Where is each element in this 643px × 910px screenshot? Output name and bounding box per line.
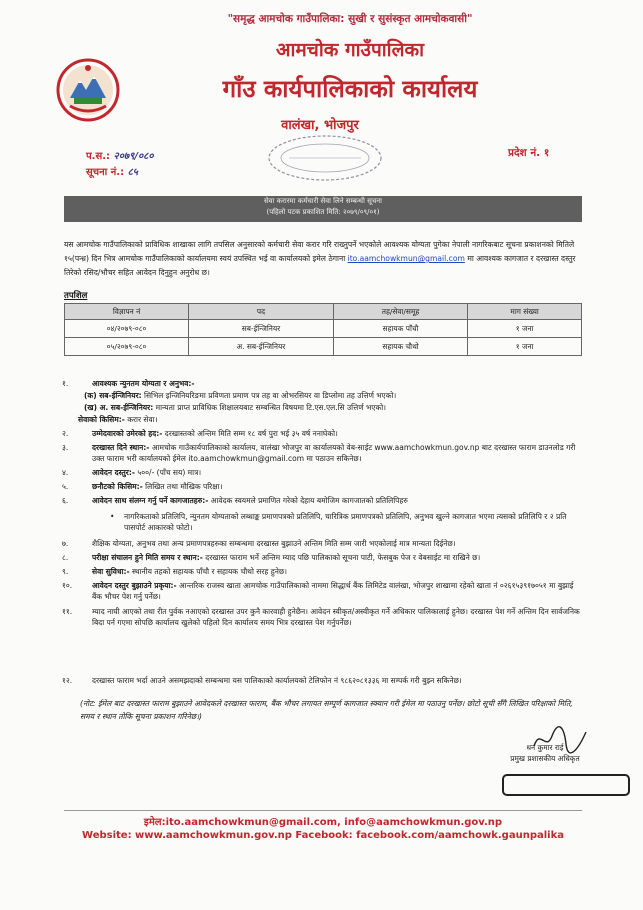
- cell-ad-no: ०४/२०७९-०८०: [65, 320, 189, 338]
- intro-paragraph: यस आमचोक गाउँपालिकाको प्राविधिक शाखाका लागि तपसिल अनुसारको कर्मचारी सेवा करार गरि राख्नुपर्ने भएकोले आवश्यक योग्यता पुगेका नेपाली नागरिकबाट सूचना प्रकाशनको मितिले १५(पन्ध्र) दिन भित्र आमचोक गाउँपालिकाको कार्यालयमा स्वयं उपस्थित भई वा कार्यालयको इमेल ठेगाना ito.aamchowkmun@gmail.com मा आवश्यक कागजात र दरखास्त दस्तुर तिरेको रसिद/भौचर सहित आवेदन दिनुहुन अनुरोध छ।: [64, 240, 576, 277]
- municipality-name: आमचोक गाउँपालिका: [275, 39, 425, 61]
- cell-level: सहायक चौथो: [333, 338, 467, 356]
- cell-level: सहायक पाँचौ: [333, 320, 467, 338]
- office-name: गाँउ कार्यपालिकाको कार्यालय: [222, 75, 478, 103]
- fiscal-year-ref: प.स.: २०७९/०८०: [86, 151, 154, 162]
- footer-website: Website: www.aamchowkmun.gov.np Facebook: facebook.com/aamchowk.gaunpalika: [82, 830, 564, 841]
- cell-post: सब-ईन्जिनियर: [189, 320, 334, 338]
- col-header-quantity: माग संख्या: [468, 304, 582, 320]
- official-stamp: [502, 774, 630, 796]
- signatory-title: प्रमुख प्रशासकीय अधिकृत: [510, 754, 580, 763]
- office-location: वालंखा, भोजपुर: [281, 118, 359, 133]
- nepal-emblem-icon: [56, 58, 120, 122]
- municipality-motto: "समृद्ध आमचोक गाउँपालिका: सुखी र सुसंस्कृत आमचोकवासी": [227, 13, 473, 25]
- cell-quantity: १ जना: [468, 320, 582, 338]
- footnote: (नोट: ईमेल बाट दरखास्त फाराम बुझाउने आवेदकले दरखास्त फाराम, बैंक भौचर लगायत सम्पूर्ण कागजात स्क्यान गरी ईमेल मा पठाउनु पर्नेछ। छोटो सूची सँगै लिखित परिक्षाको मिति, समय र स्थान तोकि सूचना प्रकाशन गरिनेछ।): [80, 699, 573, 721]
- col-header-ad-no: विज्ञापन नं: [65, 304, 189, 320]
- notice-page: "समृद्ध आमचोक गाउँपालिका: सुखी र सुसंस्कृत आमचोकवासी" आमचोक गाउँपालिका गाँउ कार्यपालिकाको कार्यालय वालंखा, भोजपुर प.स.: २०७९/०८० सूचना नं.: ८५ प्रदेश नं. १ सेवा करारमा कर्मचारी सेवा लिने सम्बन्धी सूचना (पहिलो पटक प्रकाशित मिति: २०७९/०९/०१) यस आमचोक गाउँपालिकाको प्राविधिक शाखाका लागि तपसिल अनुसारको कर्मचारी सेवा करार गरि राख्नुपर्ने भएकोले आवश्यक योग्यता पुगेका नेपाली नागरिकबाट सूचना प्रकाशनको मितिले १५(पन्ध्र) दिन भित्र आमचोक गाउँपालिकाको कार्यालयमा स्वयं उपस्थित भई वा कार्यालयको इमेल ठेगाना ito.aamchowkmun@gmail.com मा आवश्यक कागजात र दरखास्त दस्तुर तिरेको रसिद/भौचर सहित आवेदन दिनुहुन अनुरोध छ। तपशिल विज्ञापन नं पद तह/सेवा/समूह माग संख्या ०४/२०७९-०८० सब-ईन्जिनियर सहायक पाँचौ १ जना ०५/२०७९-०८० अ. सब-ईन्जिनियर सहायक चौथो १ जना १. आवश्यक न्युनतम योग्यता र अनुभव:- (क) सब-ईन्जिनियर: सिभिल इन्जिनियरिङमा प्रविणता प्रमाण पत्र तह वा ओभरसियर वा डिप्लोमा तह उत्तिर्ण भएको। (ख) अ. सब-ईन्जिनियर: मान्यता प्राप्त प्राविधिक शिक्षालयबाट सम्बन्धित विषयमा टि.एस.एल.सि उत्तिर्ण भएको। सेवाको किसिम:- करार सेवा। २. उम्मेदवारको उमेरको हद:- दरखास्तको अन्तिम मिति सम्म १८ वर्ष पुरा भई ३५ वर्ष ननाघेको। ३. दरखास्त दिने स्थान:- आमचोक गाउँकार्यपालिकाको कार्यालय, वालंखा भोजपुर वा कार्यालयको वेब-साईट www.aamchowkmun.gov.np बाट दरखास्त फाराम डाउनलोड गरी उक्त फाराम भरी कार्यालयको ईमेल ito.aamchowkmun@gmail.com मा पठाउन सकिनेछ। ४. आवेदन दस्तुर:- ५००/- (पाँच सय) मात्र। ५. छनौटको किसिम:- लिखित तथा मौखिक परिक्षा। ६. आवेदन साथ संलग्न गर्नु पर्ने कागजातहरु:- आवेदक स्वयमले प्रमाणित गरेको देहाय बमोजिम कागजातको प्रतिलिपिहरु • नागरिकताको प्रतिलिपि, न्युनतम योग्यताको लब्धाङ्क प्रमाणपत्रको प्रतिलिपि, चारित्रिक प्रमाणपत्रको प्रतिलिपि, अनुभव खुल्ने कागजात भएमा त्यसको प्रतिलिपि र २ प्रति पासपोर्ट आकारको फोटो। ७. शैक्षिक योग्यता, अनुभव तथा अन्य प्रमाणपत्रहरुका सम्बन्धमा दरखास्त बुझाउने अन्तिम मिति सम्म जारी भएकोलाई मात्र मान्यता दिईनेछ। ८. परीक्षा संचालन हुने मिति समय र स्थान:- दरखास्त फाराम भर्ने अन्तिम म्याद पछि पालिकाको सूचना पाटी, फेसबुक पेज र वेबसाईट मा राखिने छ। ९. सेवा सुविधा:- स्थानीय तहको सहायक पाँचौ र सहायक चौथो सरह हुनेछ। १०. आवेदन दस्तुर बुझाउने प्रकृया:- आन्तरिक राजस्व खाता आमचोक गाउँपालिकाको नाममा सिद्धार्थ बैंक लिमिटेड वालंखा, भोजपुर शाखामा रहेको खाता नं ०२६१५३९१७०५१ मा बुझाई बैंक भौचर पेश गर्नु पर्नेछ। ११. म्याद नाघी आएको तथा रीत पुर्वक नआएको दरखास्त उपर कुनै कारवाही हुनेछैन। आवेदन स्वीकृत/अस्वीकृत गर्ने अधिकार पालिकालाई हुनेछ। दरखास्त पेश गर्ने अन्तिम दिन सार्वजनिक बिदा पर्न गएमा सोपछि कार्यालय खुलेको पहिलो दिन कार्यालय समय भित्र दरखास्त पेश गर्नुपर्नेछ। १२. दरखास्त फाराम भर्दा आउने असमझदाको सम्बन्धमा यस पालिकाको कार्यालयको टेलिफोन नं ९८६२०८१३३६ मा सम्पर्क गरी बुझ्न सकिनेछ। (नोट: ईमेल बाट दरखास्त फाराम बुझाउने आवेदकले दरखास्त फाराम, बैंक भौचर लगायत सम्पूर्ण कागजात स्क्यान गरी ईमेल मा पठाउनु पर्नेछ। छोटो सूची सँगै लिखित परिक्षाको मिति, समय र स्थान तोकि सूचना प्रकाशन गरिनेछ।) धन कुमार राई प्रमुख प्रशासकीय अधिकृत इमेल:ito.aamchowkmun@gmail.com, info@aamchowkmun.gov.np Website: www.aamchowkmun.gov.np Facebook: facebook.com/aamchowk.gaunpalika: [0, 0, 643, 910]
- footer-email: इमेल:ito.aamchowkmun@gmail.com, info@aamchowkmun.gov.np: [143, 817, 503, 828]
- col-header-post: पद: [189, 304, 334, 320]
- notice-publish-date: (पहिलो पटक प्रकाशित मिति: २०७९/०९/०१): [266, 208, 380, 216]
- col-header-level: तह/सेवा/समूह: [333, 304, 467, 320]
- table-row: [65, 338, 582, 356]
- cell-post: अ. सब-ईन्जिनियर: [189, 338, 334, 356]
- province-label: प्रदेश नं. १: [508, 147, 550, 159]
- signatory-name: धन कुमार राई: [526, 743, 564, 752]
- table-row: [65, 320, 582, 338]
- cell-ad-no: ०५/२०७९-०८०: [65, 338, 189, 356]
- footer-divider: [64, 810, 582, 811]
- vacancy-table: [64, 303, 582, 356]
- signatory-block: [470, 742, 620, 764]
- official-stamp-icon: [502, 774, 630, 796]
- table-label: तपशिल: [64, 291, 88, 301]
- office-stamp-icon: [265, 132, 385, 184]
- cell-quantity: १ जना: [468, 338, 582, 356]
- notice-title-bar: [64, 196, 582, 222]
- email-link[interactable]: ito.aamchowkmun@gmail.com: [347, 254, 465, 263]
- notice-title: सेवा करारमा कर्मचारी सेवा लिने सम्बन्धी सूचना: [263, 197, 382, 205]
- notice-number-ref: सूचना नं.: ८५: [86, 167, 138, 178]
- table-header-row: [65, 304, 582, 320]
